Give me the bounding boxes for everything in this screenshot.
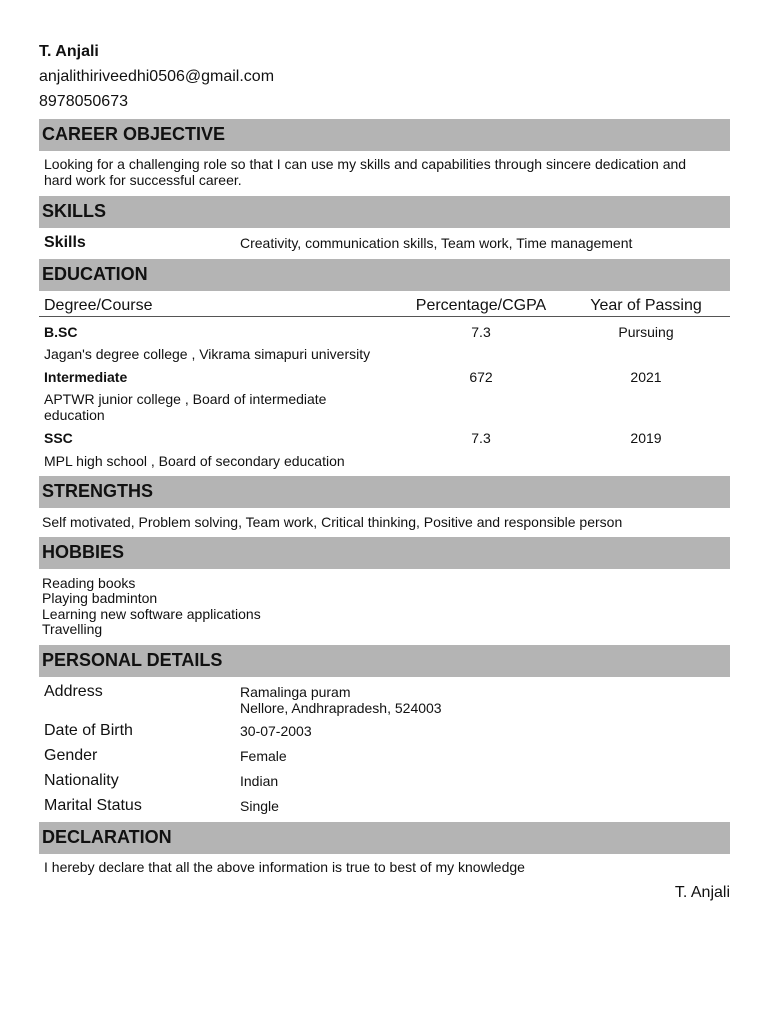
edu-header-course: Degree/Course [44,297,153,314]
email: anjalithiriveedhi0506@gmail.com [39,68,275,85]
education-title: EDUCATION [42,264,148,284]
address-label: Address [44,683,103,700]
personal-details-heading [39,645,730,677]
edu-course: Intermediate [44,369,128,385]
hobbies-title: HOBBIES [42,542,125,562]
career-objective-heading [39,119,730,151]
nationality-value: Indian [240,773,279,789]
career-objective-line2: hard work for successful career. [44,172,242,188]
dob-value: 30-07-2003 [240,723,312,739]
skills-label: Skills [44,234,86,251]
gender-value: Female [240,748,287,764]
edu-percentage: 7.3 [471,430,491,446]
edu-percentage: 7.3 [471,324,491,340]
declaration-heading [39,822,730,854]
edu-year: 2019 [630,430,662,446]
gender-label: Gender [44,747,98,764]
strengths-text: Self motivated, Problem solving, Team work, Critical thinking, Positive and responsible person [42,514,623,530]
candidate-name: T. Anjali [39,43,99,60]
skills-value: Creativity, communication skills, Team work, Time management [240,235,633,251]
edu-header-percentage: Percentage/CGPA [415,297,547,314]
edu-course: SSC [44,430,73,446]
education-divider [39,316,730,317]
career-objective-line1: Looking for a challenging role so that I can use my skills and capabilities through sincere dedication and [44,156,687,172]
declaration-title: DECLARATION [42,827,172,847]
edu-institution-line2: education [44,407,105,423]
skills-title: SKILLS [42,201,107,221]
skills-heading [39,196,730,228]
edu-percentage: 672 [469,369,493,385]
strengths-heading [39,476,730,508]
edu-course: B.SC [44,324,78,340]
education-heading [39,259,730,291]
edu-institution-line1: APTWR junior college , Board of intermediate [44,391,327,407]
strengths-title: STRENGTHS [42,481,154,501]
edu-institution-line1: MPL high school , Board of secondary education [44,453,345,469]
edu-year: 2021 [630,369,662,385]
nationality-label: Nationality [44,772,119,789]
hobby-item: Learning new software applications [42,606,261,622]
declaration-text: I hereby declare that all the above information is true to best of my knowledge [44,859,525,875]
address-line2: Nellore, Andhrapradesh, 524003 [240,700,442,716]
hobby-item: Reading books [42,575,136,591]
phone: 8978050673 [39,93,128,110]
hobby-item: Playing badminton [42,590,158,606]
marital-status-value: Single [240,798,279,814]
dob-label: Date of Birth [44,722,133,739]
hobby-item: Travelling [42,621,103,637]
address-line1: Ramalinga puram [240,684,351,700]
career-objective-title: CAREER OBJECTIVE [42,124,226,144]
edu-institution-line1: Jagan's degree college , Vikrama simapuri university [44,346,371,362]
edu-header-year: Year of Passing [590,297,702,314]
marital-status-label: Marital Status [44,797,142,814]
hobbies-heading [39,537,730,569]
personal-details-title: PERSONAL DETAILS [42,650,223,670]
edu-year: Pursuing [618,324,674,340]
signature: T. Anjali [674,884,730,901]
